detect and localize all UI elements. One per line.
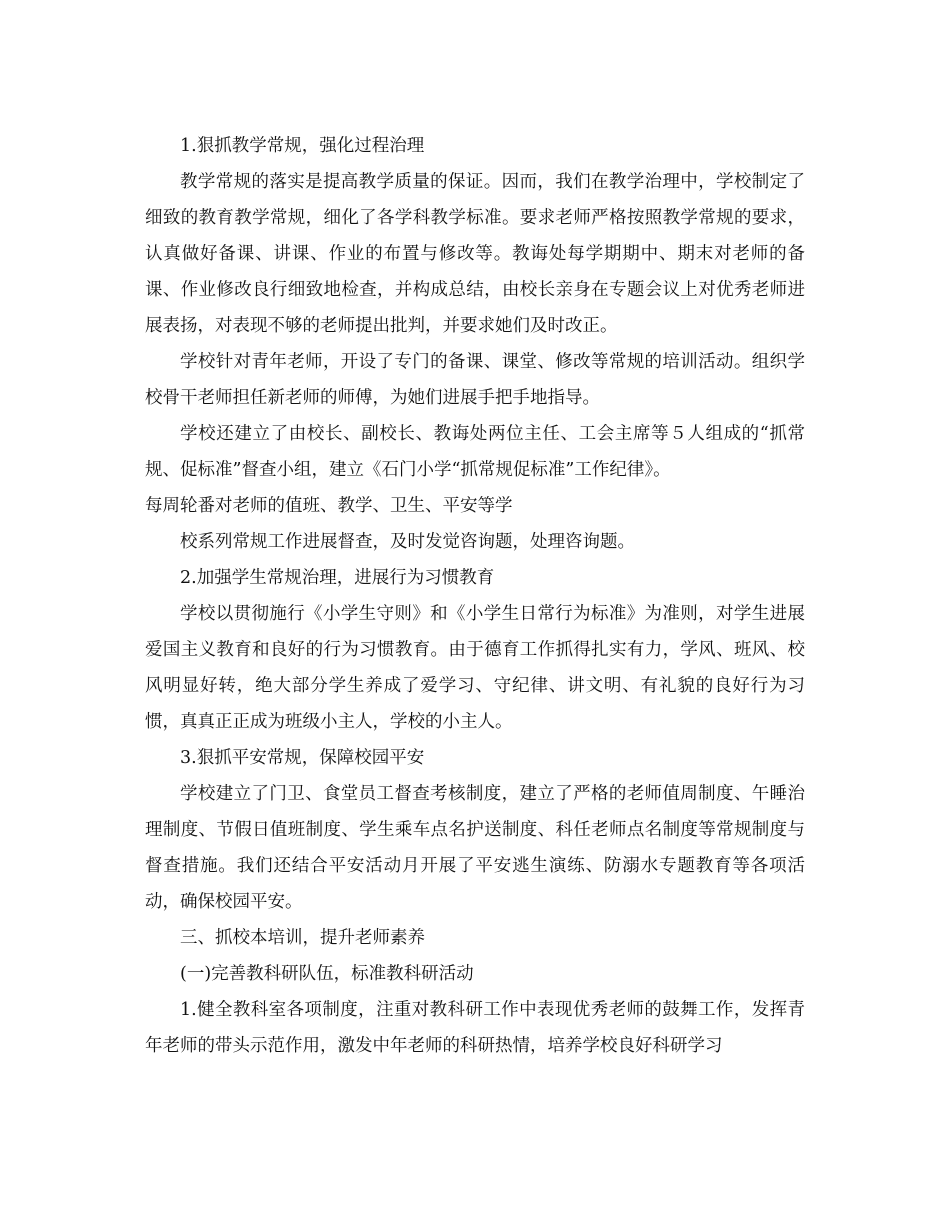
document-body — [145, 128, 805, 1064]
heading-teaching-routine: 1.狠抓教学常规，强化过程治理 — [180, 136, 425, 156]
heading-student-routine: 2.加强学生常规治理，进展行为习惯教育 — [180, 568, 495, 588]
paragraph-inspection-group: 学校还建立了由校长、副校长、教诲处两位主任、工会主席等５人组成的“抓常规、促标准”督查小组，建立《石门小学“抓常规促标准”工作纪律》。 — [145, 424, 805, 480]
heading-safety-routine: 3.狠抓平安常规，保障校园平安 — [180, 748, 425, 768]
heading-school-training: 三、抓校本培训，提升老师素养 — [180, 928, 425, 948]
paragraph-research-system: 1.健全教科室各项制度，注重对教科研工作中表现优秀老师的鼓舞工作，发挥青年老师的带头示范作用，激发中年老师的科研热情，培养学校良好科研学习 — [145, 1000, 805, 1056]
heading-research-team: (一)完善教科研队伍，标准教科研活动 — [180, 964, 474, 984]
paragraph-teaching-routine: 教学常规的落实是提高教学质量的保证。因而，我们在教学治理中，学校制定了细致的教育教学常规，细化了各学科教学标准。要求老师严格按照教学常规的要求，认真做好备课、讲课、作业的布置与修改等。教诲处每学期期中、期末对老师的备课、作业修改良行细致地检查，并构成总结，由校长亲身在专题会议上对优秀老师进展表扬，对表现不够的老师提出批判，并要求她们及时改正。 — [145, 172, 805, 336]
paragraph-young-teacher-training: 学校针对青年老师，开设了专门的备课、课堂、修改等常规的培训活动。组织学校骨干老师担任新老师的师傅，为她们进展手把手地指导。 — [145, 352, 805, 408]
paragraph-routine-supervision: 校系列常规工作进展督查，及时发觉咨询题，处理咨询题。 — [180, 532, 635, 552]
paragraph-weekly-rotation: 每周轮番对老师的值班、教学、卫生、平安等学 — [145, 496, 513, 516]
paragraph-student-routine: 学校以贯彻施行《小学生守则》和《小学生日常行为标准》为准则，对学生进展爱国主义教育和良好的行为习惯教育。由于德育工作抓得扎实有力，学风、班风、校风明显好转，绝大部分学生养成了爱学习、守纪律、讲文明、有礼貌的良好行为习惯，真真正正成为班级小主人，学校的小主人。 — [145, 604, 805, 732]
paragraph-safety-routine: 学校建立了门卫、食堂员工督查考核制度，建立了严格的老师值周制度、午睡治理制度、节假日值班制度、学生乘车点名护送制度、科任老师点名制度等常规制度与督查措施。我们还结合平安活动月开展了平安逃生演练、防溺水专题教育等各项活动，确保校园平安。 — [145, 784, 805, 912]
